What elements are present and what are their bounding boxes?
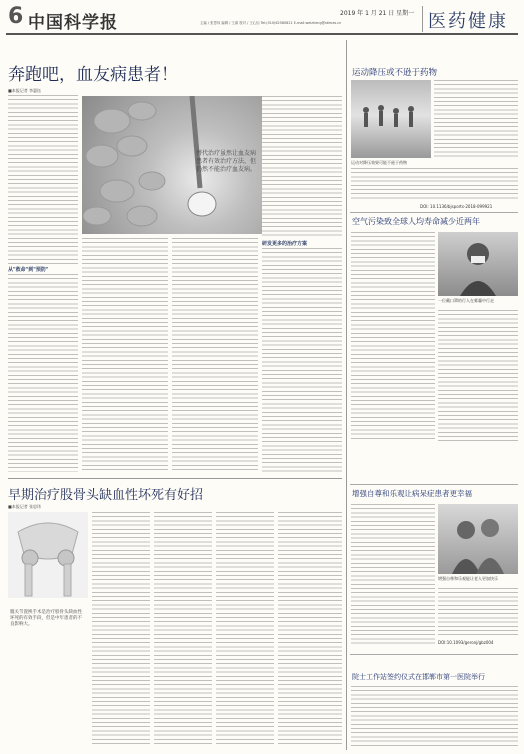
sidebar-caption-pollution: 一位戴口罩的行人在雾霾中行走 xyxy=(438,298,494,303)
sidebar-title-pollution: 空气污染致全球人均寿命减少近两年 xyxy=(352,217,480,226)
section-title: 医药健康 xyxy=(428,11,508,32)
masthead: 中国科学报 xyxy=(28,13,118,33)
sidebar-title-dementia: 增强自尊和乐观让病呆症患者更幸福 xyxy=(352,489,472,498)
header-rule xyxy=(6,33,518,35)
section-rule xyxy=(8,478,342,479)
second-article-title: 早期治疗股骨头缺血性坏死有好招 xyxy=(8,488,204,503)
sidebar-body-dementia-2 xyxy=(438,588,518,636)
sidebar-divider xyxy=(346,40,347,750)
main-subhead-1: 从"救命"到"预防" xyxy=(8,267,49,273)
main-body-col3 xyxy=(172,238,258,472)
sidebar-ref-dementia: DOI:10.1093/geronj/gbz004 xyxy=(438,640,494,645)
second-pull-quote: 髋关节置换手术是治疗股骨头缺血性坏死的有效手段，但是中年患者的不良影响大。 xyxy=(10,610,82,627)
sidebar-rule-1 xyxy=(350,212,518,213)
main-body-col1b xyxy=(8,274,78,472)
sidebar-rule-3 xyxy=(350,654,518,655)
second-body-col4 xyxy=(278,512,342,746)
sidebar-body-pollution-2 xyxy=(438,310,518,442)
main-body-col4a xyxy=(262,96,342,236)
second-article-byline: ■本报记者 张思玮 xyxy=(8,504,42,509)
main-article-byline: ■本报记者 李惠钰 xyxy=(8,88,42,93)
running-group-photo xyxy=(351,80,431,158)
editor-line: 主编 / 张思玮 编辑 / 王睿 校对 / 王心怡 Tel:(010)62580821 E-mail:weizheng@stimes.cn xyxy=(200,21,342,25)
page-number: 6 xyxy=(8,4,24,29)
main-body-col4b xyxy=(262,248,342,472)
sidebar-body-workstation xyxy=(351,686,518,748)
second-body-col1 xyxy=(92,512,150,746)
second-body-col2 xyxy=(154,512,212,746)
main-article-title: 奔跑吧，血友病患者！ xyxy=(8,65,178,85)
sidebar-rule-2 xyxy=(350,484,518,485)
main-subhead-2: 研发更多的治疗方案 xyxy=(262,241,308,247)
sidebar-body-exercise-2 xyxy=(351,168,518,200)
main-body-col2 xyxy=(82,238,168,472)
header-divider xyxy=(422,6,423,32)
sidebar-title-workstation: 院士工作站签约仪式在邯郸市第一医院举行 xyxy=(352,673,485,681)
sidebar-body-pollution xyxy=(351,232,435,442)
sidebar-caption-dementia: 增强自尊和乐观能让老人更加快乐 xyxy=(438,576,498,581)
elderly-people-photo xyxy=(438,504,518,574)
second-body-col3 xyxy=(216,512,274,746)
sidebar-body-dementia xyxy=(351,504,435,644)
masked-pedestrian-photo xyxy=(438,232,518,296)
main-body-col1 xyxy=(8,95,78,265)
hip-xray-image xyxy=(8,512,88,598)
sidebar-body-exercise xyxy=(434,80,518,158)
masked-person-illustration xyxy=(438,232,518,296)
issue-date: 2019 年 1 月 21 日 星期一 xyxy=(340,10,415,17)
sidebar-ref-exercise: DOI: 10.1136/bjsports-2018-099921 xyxy=(420,204,493,209)
main-pull-quote: 替代治疗虽然让血友病患者有效治疗方法，但仍然不能治疗血友病。 xyxy=(196,150,257,173)
pelvis-illustration xyxy=(8,512,88,598)
sidebar-title-exercise: 运动降压或不逊于药物 xyxy=(352,68,438,78)
elderly-illustration xyxy=(438,504,518,574)
sidebar-caption-exercise: 运动对降压效果可能不逊于药物 xyxy=(351,160,407,165)
runners-illustration xyxy=(351,80,431,158)
